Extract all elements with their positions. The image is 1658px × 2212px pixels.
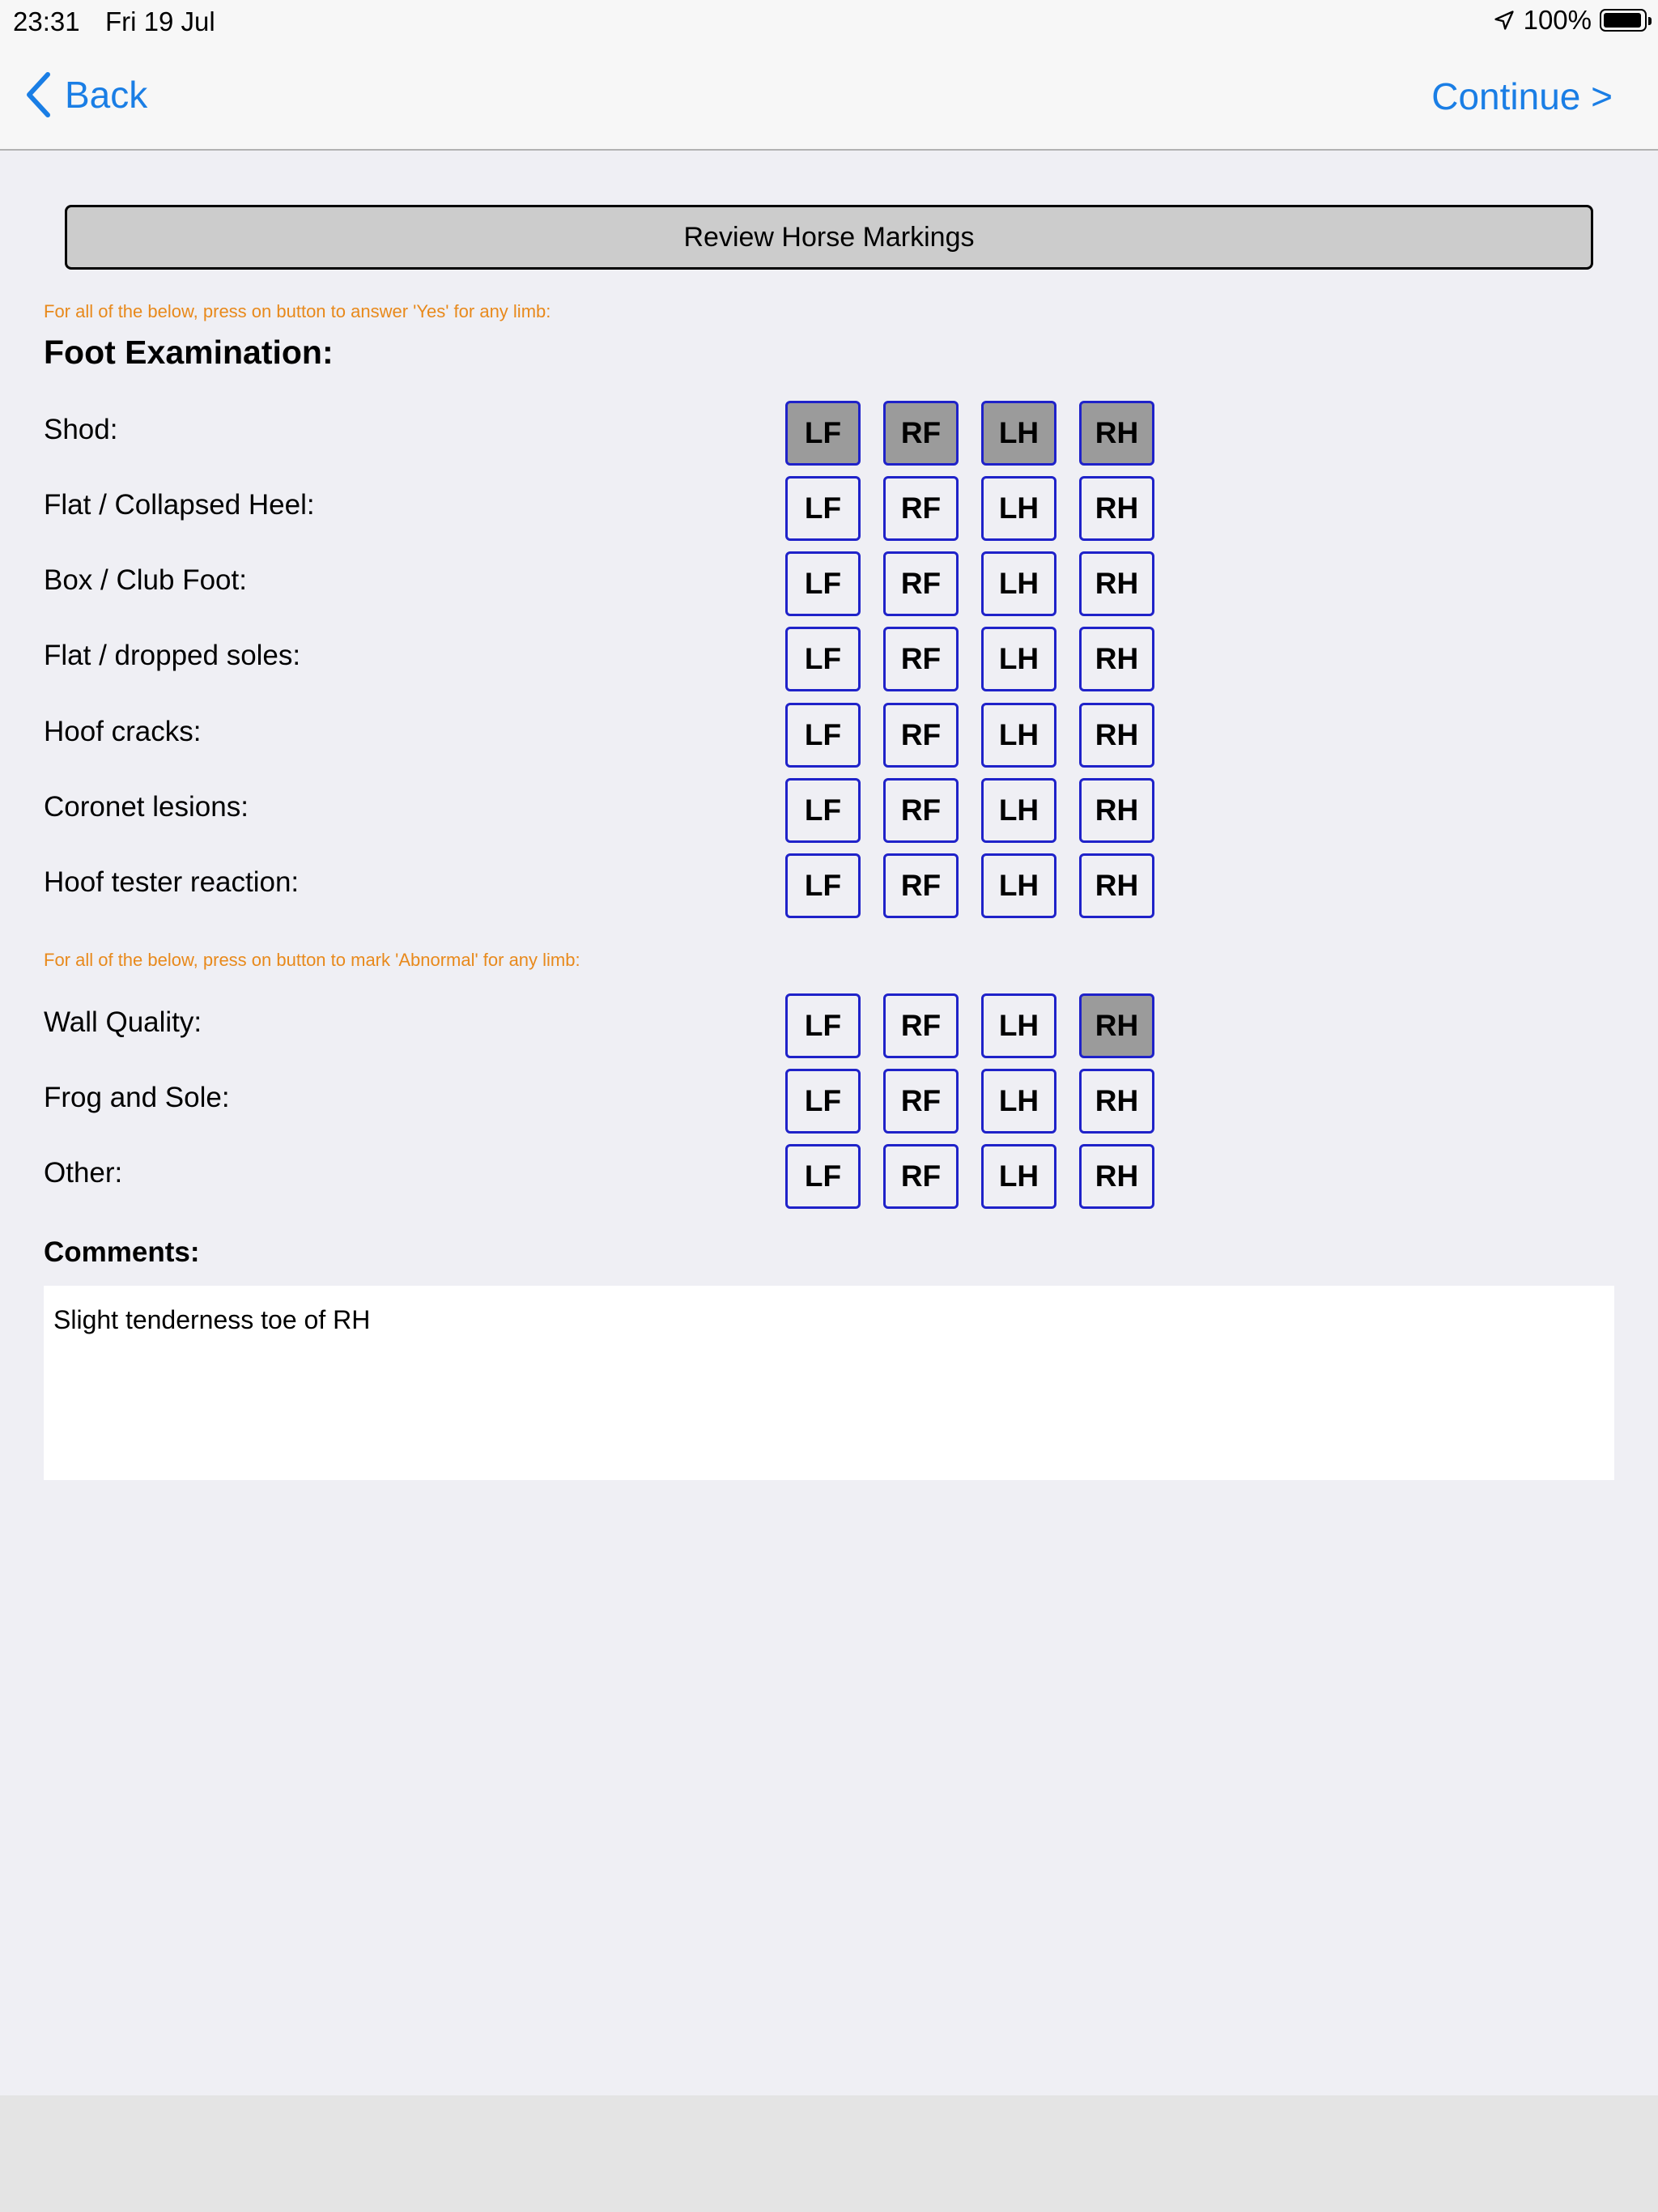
battery-fill xyxy=(1604,13,1641,28)
status-date: Fri 19 Jul xyxy=(105,6,215,36)
limb-button-lh[interactable]: LH xyxy=(981,1144,1056,1209)
limb-button-rf[interactable]: RF xyxy=(883,993,959,1058)
limb-buttons-frog-and-sole xyxy=(785,1069,1154,1134)
row-label-other: Other: xyxy=(44,1157,123,1189)
limb-button-lf[interactable]: LF xyxy=(785,476,861,541)
location-arrow-icon xyxy=(1493,9,1516,32)
limb-buttons-flat-collapsed-heel xyxy=(785,476,1154,541)
row-label-shod: Shod: xyxy=(44,414,118,445)
limb-button-lh[interactable]: LH xyxy=(981,703,1056,768)
limb-button-lh[interactable]: LH xyxy=(981,401,1056,466)
row-label-flat-collapsed-heel: Flat / Collapsed Heel: xyxy=(44,489,315,521)
chevron-left-icon xyxy=(24,71,52,118)
limb-button-rh[interactable]: RH xyxy=(1079,401,1154,466)
limb-button-lf[interactable]: LF xyxy=(785,993,861,1058)
limb-button-rh[interactable]: RH xyxy=(1079,627,1154,691)
row-label-coronet-lesions: Coronet lesions: xyxy=(44,791,249,823)
row-label-wall-quality: Wall Quality: xyxy=(44,1006,202,1038)
review-horse-markings-button[interactable]: Review Horse Markings xyxy=(65,205,1593,270)
limb-button-lh[interactable]: LH xyxy=(981,778,1056,843)
limb-button-rf[interactable]: RF xyxy=(883,1144,959,1209)
battery-percent: 100% xyxy=(1523,5,1592,35)
limb-buttons-coronet-lesions xyxy=(785,778,1154,843)
limb-button-rf[interactable]: RF xyxy=(883,778,959,843)
limb-button-rf[interactable]: RF xyxy=(883,476,959,541)
limb-button-lh[interactable]: LH xyxy=(981,993,1056,1058)
limb-button-lf[interactable]: LF xyxy=(785,627,861,691)
limb-button-rf[interactable]: RF xyxy=(883,703,959,768)
limb-button-lf[interactable]: LF xyxy=(785,703,861,768)
row-label-hoof-cracks: Hoof cracks: xyxy=(44,716,202,747)
limb-button-rf[interactable]: RF xyxy=(883,627,959,691)
limb-button-rh[interactable]: RH xyxy=(1079,476,1154,541)
bottom-toolbar xyxy=(0,2095,1658,2212)
limb-button-lf[interactable]: LF xyxy=(785,853,861,918)
limb-button-rh[interactable]: RH xyxy=(1079,551,1154,616)
limb-buttons-shod xyxy=(785,401,1154,466)
comments-field[interactable]: Slight tenderness toe of RH xyxy=(44,1286,1614,1480)
limb-button-lf[interactable]: LF xyxy=(785,1069,861,1134)
row-label-flat-dropped-soles: Flat / dropped soles: xyxy=(44,640,301,671)
limb-button-lh[interactable]: LH xyxy=(981,627,1056,691)
limb-buttons-other xyxy=(785,1144,1154,1209)
limb-button-rh[interactable]: RH xyxy=(1079,1144,1154,1209)
row-label-box-club-foot: Box / Club Foot: xyxy=(44,564,247,596)
hint-yes: For all of the below, press on button to answer 'Yes' for any limb: xyxy=(44,301,551,321)
limb-button-rf[interactable]: RF xyxy=(883,401,959,466)
limb-button-rh[interactable]: RH xyxy=(1079,1069,1154,1134)
limb-button-rf[interactable]: RF xyxy=(883,853,959,918)
row-label-frog-and-sole: Frog and Sole: xyxy=(44,1082,230,1113)
limb-button-rh[interactable]: RH xyxy=(1079,853,1154,918)
section-title: Foot Examination: xyxy=(44,334,334,371)
row-label-hoof-tester-reaction: Hoof tester reaction: xyxy=(44,866,300,898)
limb-button-lh[interactable]: LH xyxy=(981,476,1056,541)
limb-button-rh[interactable]: RH xyxy=(1079,993,1154,1058)
limb-button-rh[interactable]: RH xyxy=(1079,778,1154,843)
limb-button-lf[interactable]: LF xyxy=(785,401,861,466)
limb-button-lh[interactable]: LH xyxy=(981,551,1056,616)
back-button[interactable] xyxy=(24,71,147,118)
limb-button-rf[interactable]: RF xyxy=(883,551,959,616)
limb-button-lh[interactable]: LH xyxy=(981,853,1056,918)
limb-buttons-flat-dropped-soles xyxy=(785,627,1154,691)
limb-button-lh[interactable]: LH xyxy=(981,1069,1056,1134)
status-time: 23:31 xyxy=(13,6,80,36)
limb-buttons-box-club-foot xyxy=(785,551,1154,616)
battery-icon xyxy=(1600,9,1647,32)
back-label: Back xyxy=(65,74,148,116)
limb-buttons-wall-quality xyxy=(785,993,1154,1058)
status-bar xyxy=(0,0,1658,42)
limb-buttons-hoof-cracks xyxy=(785,703,1154,768)
limb-button-lf[interactable]: LF xyxy=(785,1144,861,1209)
limb-button-rh[interactable]: RH xyxy=(1079,703,1154,768)
status-indicators xyxy=(1493,5,1647,36)
limb-button-rf[interactable]: RF xyxy=(883,1069,959,1134)
hint-abnormal: For all of the below, press on button to mark 'Abnormal' for any limb: xyxy=(44,950,580,970)
limb-buttons-hoof-tester-reaction xyxy=(785,853,1154,918)
continue-button[interactable]: Continue > xyxy=(1431,75,1613,117)
limb-button-lf[interactable]: LF xyxy=(785,778,861,843)
navigation-bar xyxy=(0,42,1658,151)
comments-label: Comments: xyxy=(44,1236,200,1268)
limb-button-lf[interactable]: LF xyxy=(785,551,861,616)
